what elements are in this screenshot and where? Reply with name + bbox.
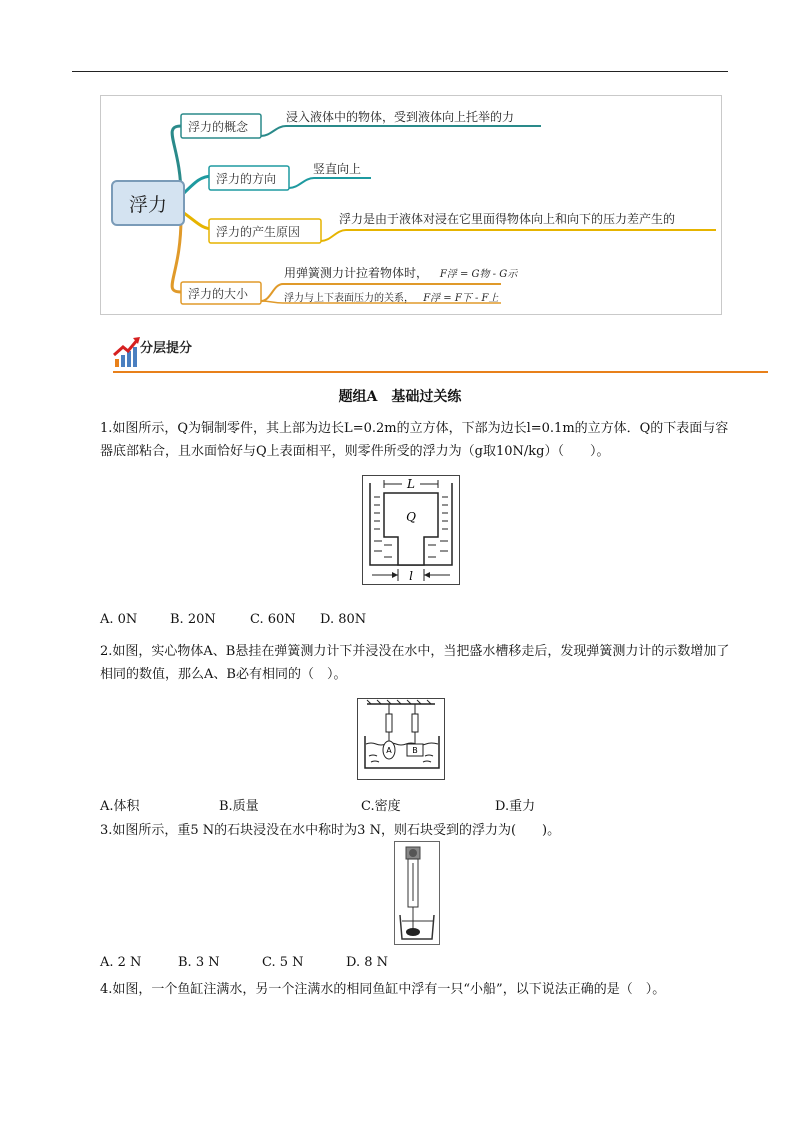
option-a[interactable]: A. 0N	[100, 612, 138, 627]
leaf-size-2: 浮力与上下表面压力的关系， F浮 = F下 - F上	[284, 293, 499, 304]
question-3-figure	[394, 841, 440, 945]
branch-direction: 浮力的方向	[216, 172, 277, 186]
option-c[interactable]: C. 60N	[250, 612, 296, 627]
section-rule	[113, 371, 768, 373]
option-d[interactable]: D. 80N	[320, 612, 367, 627]
branch-concept: 浮力的概念	[188, 120, 249, 134]
mind-map	[100, 95, 722, 315]
question-1-stem: 1.如图所示，Q为铜制零件，其上部为边长L=0.2m的立方体，下部为边长l=0.1m的立方体．Q的下表面与容器底部粘合，且水面恰好与Q上表面相平，则零件所受的浮力为（g取10N/kg）（ ）。	[100, 421, 729, 459]
section-header	[113, 333, 768, 375]
mind-map-root: 浮力	[111, 180, 185, 226]
figure-label-A: A	[386, 746, 392, 755]
question-3-stem: 3.如图所示，重5 N的石块浸没在水中称时为3 N，则石块受到的浮力为( )。	[100, 823, 561, 838]
option-d[interactable]: D.重力	[495, 799, 536, 814]
question-4-stem: 4.如图，一个鱼缸注满水，另一个注满水的相同鱼缸中浮有一只“小船”，以下说法正确的是（ ）。	[100, 982, 666, 997]
section-title: 分层提分	[140, 341, 193, 356]
option-a[interactable]: A. 2 N	[100, 955, 142, 970]
question-2-options	[100, 795, 535, 814]
question-2-figure	[357, 698, 445, 780]
question-3-options	[100, 955, 388, 970]
option-c[interactable]: C.密度	[361, 799, 401, 814]
figure-label-l: l	[409, 569, 413, 583]
question-2-stem: 2.如图，实心物体A、B悬挂在弹簧测力计下并浸没在水中，当把盛水槽移走后，发现弹簧测力计的示数增加了相同的数值，那么A、B必有相同的（ ）。	[100, 644, 730, 682]
option-a[interactable]: A.体积	[100, 799, 140, 814]
leaf-direction: 竖直向上	[313, 162, 362, 176]
growth-chart-icon	[113, 333, 141, 369]
header-rule	[72, 71, 728, 72]
branch-size: 浮力的大小	[188, 287, 249, 301]
leaf-cause: 浮力是由于液体对浸在它里面得物体向上和向下的压力差产生的	[339, 212, 676, 226]
option-c[interactable]: C. 5 N	[262, 955, 304, 970]
question-1-options	[100, 612, 366, 627]
option-d[interactable]: D. 8 N	[346, 955, 389, 970]
leaf-concept: 浸入液体中的物体，受到液体向上托举的力	[286, 110, 515, 124]
formula-2: F浮 = F下 - F上	[423, 293, 499, 304]
figure-label-L: L	[407, 477, 415, 491]
question-1-figure	[362, 475, 460, 585]
option-b[interactable]: B. 3 N	[178, 955, 220, 970]
group-title: 题组A 基础过关练	[338, 389, 462, 405]
branch-cause: 浮力的产生原因	[216, 225, 301, 239]
figure-label-Q: Q	[406, 510, 416, 524]
formula-1: F浮 = G物 - G示	[439, 269, 518, 280]
leaf-size-1: 用弹簧测力计拉着物体时， F浮 = G物 - G示	[284, 266, 518, 280]
option-b[interactable]: B.质量	[219, 799, 259, 814]
option-b[interactable]: B. 20N	[170, 612, 216, 627]
figure-label-B: B	[412, 746, 418, 755]
